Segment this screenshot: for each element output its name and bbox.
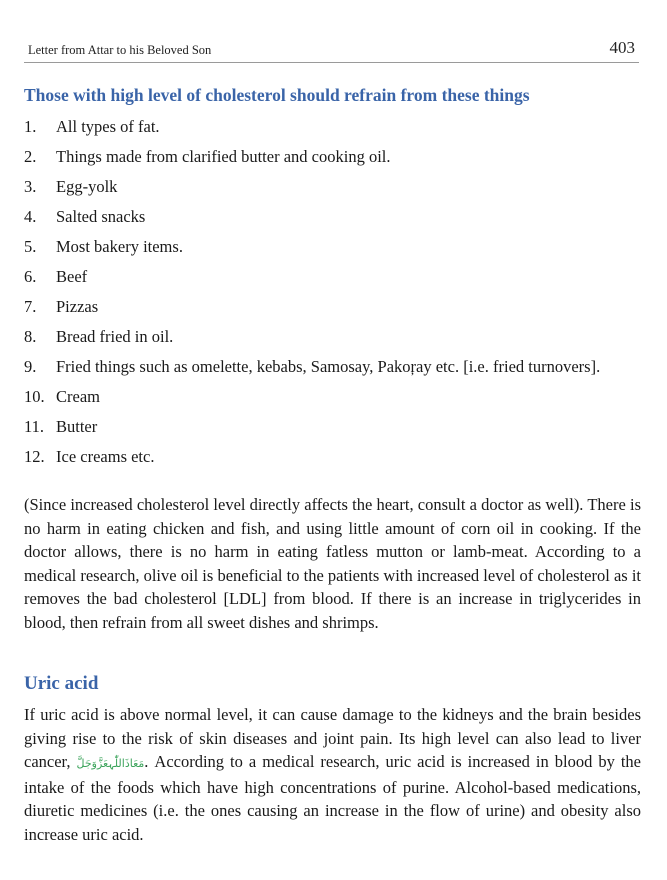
list-item-number: 7. bbox=[24, 297, 37, 316]
list-item-text: Most bakery items. bbox=[56, 237, 183, 256]
list-item bbox=[24, 266, 600, 296]
uric-acid-paragraph bbox=[24, 703, 641, 846]
list-item-text: Beef bbox=[56, 267, 88, 286]
list-item-number: 9. bbox=[24, 357, 37, 376]
running-title: Letter from Attar to his Beloved Son bbox=[28, 43, 212, 57]
list-item bbox=[24, 296, 600, 326]
uric-acid-section-title: Uric acid bbox=[24, 673, 99, 694]
list-item bbox=[24, 326, 600, 356]
list-item-text: Salted snacks bbox=[56, 207, 146, 226]
list-item-text: Butter bbox=[56, 417, 98, 436]
uric-acid-text-end: . According to a medical research, uric acid is increased in blood by the intake of the foods which have high concentrations of purine. Alcohol-based medications, diuretic medicines (i.e. the ones causing an increase in the flow of urine) and obesity also increase uric acid. bbox=[24, 752, 641, 844]
cholesterol-section-title: Those with high level of cholesterol should refrain from these things bbox=[24, 85, 530, 105]
list-item bbox=[24, 356, 600, 386]
list-item-text: Things made from clarified butter and cooking oil. bbox=[56, 147, 391, 166]
list-item bbox=[24, 386, 600, 416]
list-item bbox=[24, 116, 600, 146]
cholesterol-advice-paragraph: (Since increased cholesterol level directly affects the heart, consult a doctor as well). There is no harm in eating chicken and fish, and using little amount of corn oil in cooking. If the doctor allows, there is no harm in eating fatless mutton or lamb-meat. According to a medical research, olive oil is beneficial to the patients with increased level of cholesterol as it removes the bad cholesterol [LDL] from blood. If there is an increase in triglycerides in blood, then refrain from all sweet dishes and shrimps. bbox=[24, 495, 641, 632]
uric-acid-text-start: If uric acid is above normal level, it can cause damage to the kidneys and the brain besides giving rise to the risk of skin diseases and joint pain. Its high level can also lead to liver cancer, bbox=[24, 705, 641, 771]
list-item-number: 8. bbox=[24, 327, 37, 346]
list-item-number: 2. bbox=[24, 147, 37, 166]
list-item-number: 4. bbox=[24, 207, 37, 226]
list-item bbox=[24, 176, 600, 206]
foods-to-avoid-list bbox=[24, 116, 600, 476]
list-item-text: Pizzas bbox=[56, 297, 99, 316]
page-number: 403 bbox=[609, 38, 635, 57]
list-item bbox=[24, 446, 600, 476]
list-item-text: Bread fried in oil. bbox=[56, 327, 174, 346]
list-item bbox=[24, 206, 600, 236]
list-item-text: Egg-yolk bbox=[56, 177, 118, 196]
arabic-invocation: مَعَاذَاللّٰہعَزَّوَجَلَّ bbox=[76, 757, 145, 770]
list-item-number: 11. bbox=[24, 417, 45, 436]
list-item-number: 6. bbox=[24, 267, 37, 286]
list-item-number: 3. bbox=[24, 177, 37, 196]
list-item-number: 1. bbox=[24, 117, 37, 136]
list-item bbox=[24, 146, 600, 176]
list-item bbox=[24, 236, 600, 266]
list-item-number: 10. bbox=[24, 387, 45, 406]
list-item-text: Fried things such as omelette, kebabs, Samosay, Pakoŗay etc. [i.e. fried turnovers]. bbox=[56, 357, 601, 376]
list-item-text: All types of fat. bbox=[56, 117, 160, 136]
list-item-number: 5. bbox=[24, 237, 37, 256]
page-header bbox=[24, 36, 639, 63]
list-item-text: Ice creams etc. bbox=[56, 447, 155, 466]
list-item-text: Cream bbox=[56, 387, 100, 406]
list-item bbox=[24, 416, 600, 446]
list-item-number: 12. bbox=[24, 447, 45, 466]
